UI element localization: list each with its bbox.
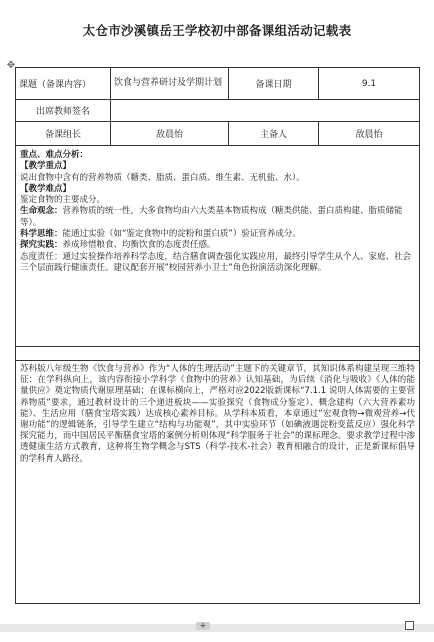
attendees-label: 出席教师签名 [16,100,111,122]
add-row-icon[interactable]: + [196,622,210,630]
page-bottom-bar [0,624,434,632]
attitude-text: 通过实验操作培养科学态度，结合膳食调查强化实践应用，最终引导学生从个人、家庭、社会三个层面践行健康责任。建议配套开展”校园营养小卫士”角色扮演活动深化理解。 [20,251,412,273]
science-thinking-text: 能通过实验（如“鉴定食物中的淀粉和蛋白质”）验证营养成分。 [62,229,301,240]
leader-label: 备课组长 [16,122,111,146]
science-thinking-label: 科学思维： [20,229,63,240]
attendees-value[interactable] [111,100,420,122]
record-table [15,67,420,604]
difficulty-text: 鉴定食物的主要成分。 [20,195,106,206]
preparer-value[interactable]: 敌晨怡 [319,122,420,146]
inquiry-text: 养成珍惜粮食、均衡饮食的态度责任感。 [62,240,216,251]
key-point-text: 说出食物中含有的营养物质（糖类、脂质、蛋白质、维生素、无机盐、水）。 [20,172,305,183]
analysis-cell[interactable] [16,146,420,347]
narrative-row [16,361,420,604]
attitude-paragraph [20,252,415,275]
document-title: 太仓市沙溪镇岳王学校初中部备课组活动记载表 [82,23,352,38]
life-concept-paragraph [20,206,415,229]
table-move-icon[interactable]: ✥ [6,60,16,71]
spacer-row [16,347,420,361]
life-concept-label: 生命观念： [20,206,63,217]
inquiry-paragraph [20,240,415,251]
narrative-cell[interactable]: 苏科版八年级生物《饮食与营养》作为“人体的生理活动”主题下的关键章节，其知识体系构建呈现三维特征：在学科纵向上，该内容衔接小学科学《食物中的营养》认知基础，为后续《消化与吸收》《人体的能量供应》奠定物质代谢原理基础；在课标横向上，严格对应2022版新课标“7.1.1 说明人体需要的主要营养物质”要求，通过教材设计的三个递进板块——实验探究（食物成分鉴定）、概念建构（六大营养素功能）、生活应用（膳食宝塔实践）达成核心素养目标。从学科本质看，本章通过“宏观食物→微观营养→代谢功能”的逻辑链条，引导学生建立“结构与功能观”，其中实验环节（如碘液遇淀粉变蓝反应）强化科学探究能力，而中国居民平衡膳食宝塔的案例分析则体现“科学服务于社会”的课标理念。要求教学过程中渗透健康生活方式教育，这种将生物学概念与STS（科学-技术-社会）教育相融合的设计，正是新课标倡导的学科育人路径。 [16,361,420,604]
attitude-label: 态度责任： [20,251,63,262]
spacer-cell[interactable] [16,347,420,361]
analysis-row [16,146,420,347]
key-point-label: 【教学重点】 [20,161,72,172]
topic-label: 课题（备课内容） [16,68,111,100]
analysis-heading: 重点、难点分析： [20,150,89,160]
difficulty-label: 【教学难点】 [20,183,72,194]
leader-value[interactable]: 敌晨怡 [111,122,229,146]
attendees-row [16,100,420,122]
leader-row [16,122,420,146]
inquiry-label: 探究实践： [20,240,63,251]
date-label: 备课日期 [229,68,319,100]
date-value[interactable]: 9.1 [319,68,420,100]
topic-value[interactable]: 饮食与营养研讨及学期计划 [111,68,229,100]
life-concept-text: 营养物质的统一性，大多食物均由六大类基本物质构成（糖类供能、蛋白质构建、脂质储能等）。 [20,206,403,228]
science-thinking-paragraph [20,229,415,240]
table-resize-icon[interactable] [405,621,414,630]
preparer-label: 主备人 [229,122,319,146]
topic-row [16,68,420,100]
